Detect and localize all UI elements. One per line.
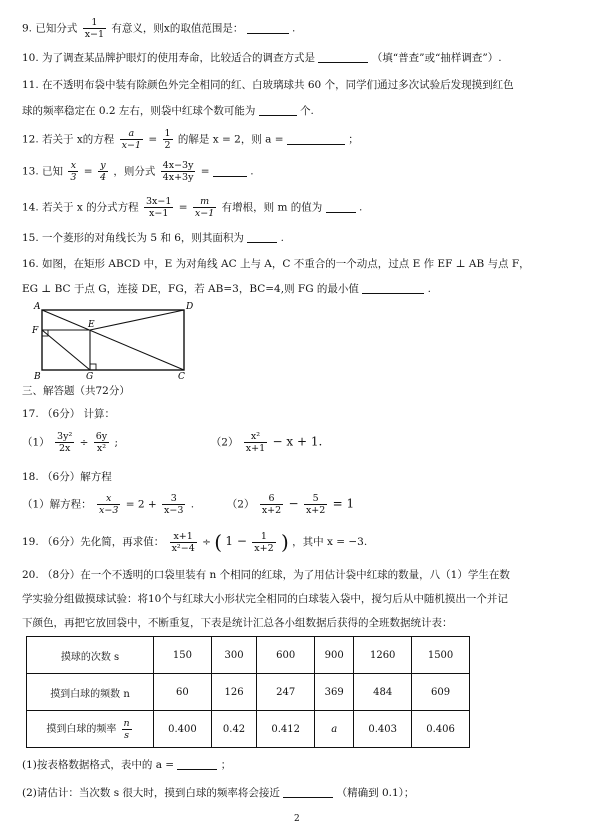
answer-blank — [318, 51, 368, 63]
table-cell: 60 — [154, 674, 212, 711]
table-row-header: 摸到白球的频率 $\frac{n}{s}$ — [27, 711, 154, 748]
question-17-parts: （1） $\frac{\text{3y²}}{2x}$ ÷ $\frac{6y}{\text{x²}}$ ; （2） $\frac{\text{x²}}{x+1}$ − x + 1. — [22, 431, 323, 454]
label-a: A — [34, 302, 41, 312]
label-f: F — [32, 326, 39, 336]
table-cell: 247 — [257, 674, 315, 711]
question-9: 9. 已知分式 $\frac{1}{x-1}$ 有意义，则x的取值范围是： . — [22, 17, 296, 40]
rectangle-abcd-figure — [30, 300, 200, 380]
page-number: 2 — [294, 814, 300, 824]
table-row — [27, 711, 470, 748]
question-20-line-1: 20. （8分）在一个不透明的口袋里装有 n 个相同的红球，为了用估计袋中红球的数量，八（1）学生在数 — [22, 569, 510, 581]
table-cell: 0.400 — [154, 711, 212, 748]
question-20-line-2: 学实验分组做摸球试验：将10个与红球大小形状完全相同的白球装入袋中，搅匀后从中随机摸出一个并记 — [22, 593, 508, 605]
table-cell: 0.406 — [412, 711, 470, 748]
right-angle-mark-g — [90, 364, 96, 370]
table-cell: 0.403 — [354, 711, 412, 748]
question-9-text-2: 有意义，则x的取值范围是： — [111, 22, 244, 35]
table-cell: 900 — [315, 637, 354, 674]
table-cell: 609 — [412, 674, 470, 711]
answer-blank — [213, 165, 247, 177]
question-9-text: 9. 已知分式 — [22, 22, 78, 35]
label-g: G — [86, 372, 94, 380]
answer-blank — [326, 201, 356, 213]
question-12: 12. 若关于 x的方程 $\frac{a}{x-1}$ = $\frac{1}{2}$ 的解是 x = 2，则 a = ； — [22, 128, 359, 151]
question-19: 19. （6分）先化简，再求值： $\frac{x+1}{\text{x²−4}}$ ÷ ( 1 − $\frac{1}{x+2}$ ) ，其中 x = −3. — [22, 530, 368, 554]
question-11-line-2: 球的频率稳定在 0.2 左右，则袋中红球个数可能为 个. — [22, 105, 314, 117]
answer-blank — [177, 758, 217, 770]
table-cell: 0.412 — [257, 711, 315, 748]
answer-blank — [247, 22, 289, 34]
table-cell: 369 — [315, 674, 354, 711]
question-20-part-2: (2)请估计：当次数 s 很大时，摸到白球的频率将会接近 （精确到 0.1）； — [22, 787, 415, 799]
table-row — [27, 637, 470, 674]
question-17-heading: 17. （6分） 计算： — [22, 408, 116, 420]
table-cell: 300 — [211, 637, 256, 674]
question-20-line-3: 下颜色，再把它放回袋中，不断重复，下表是统计汇总各小组数据后获得的全班数据统计表： — [22, 617, 453, 629]
table-cell: 0.42 — [211, 711, 256, 748]
question-18-heading: 18. （6分）解方程 — [22, 471, 112, 483]
table-row-header: 摸球的次数 s — [27, 637, 154, 674]
table-row-header: 摸到白球的频数 n — [27, 674, 154, 711]
question-16-line-1: 16. 如图，在矩形 ABCD 中，E 为对角线 AC 上与 A，C 不重合的一个动点，过点 E 作 EF ⊥ AB 与点 F， — [22, 258, 530, 270]
answer-blank — [283, 786, 333, 798]
table-cell: 1260 — [354, 637, 412, 674]
question-10: 10. 为了调查某品牌护眼灯的使用寿命，比较适合的调查方式是 （填“普查”或“抽样调查”）. — [22, 52, 502, 64]
table-row — [27, 674, 470, 711]
segment-de — [90, 310, 184, 330]
answer-blank — [247, 231, 277, 243]
table-cell: 600 — [257, 637, 315, 674]
question-14: 14. 若关于 x 的分式方程 $\frac{3x-1}{x-1}$ = $\frac{m}{x-1}$ 有增根，则 m 的值为 . — [22, 196, 363, 219]
question-13: 13. 已知 $\frac{x}{3}$ = $\frac{y}{4}$ ，则分式 $\frac{4x-3y}{4x+3y}$ = . — [22, 160, 254, 183]
frequency-table — [26, 636, 470, 748]
question-18-parts: （1）解方程： $\frac{x}{x-3}$ = 2 + $\frac{3}{x-3}$ . （2） $\frac{6}{x+2}$ − $\frac{5}{x+2}$ = 1 — [22, 493, 355, 516]
label-e: E — [88, 320, 95, 330]
label-b: B — [34, 372, 41, 380]
fraction: $\frac{1}{x-1}$ — [84, 17, 105, 40]
segment-fg — [42, 330, 90, 370]
diagonal-ac — [42, 310, 184, 370]
table-cell: 150 — [154, 637, 212, 674]
question-16-line-2: EG ⊥ BC 于点 G，连接 DE，FG，若 AB=3，BC=4,则 FG 的最小值 . — [22, 283, 431, 295]
question-11-line-1: 11. 在不透明布袋中装有除颜色外完全相同的红、白玻璃球共 60 个，同学们通过多次试验后发现摸到红色 — [22, 79, 514, 91]
table-cell: a — [315, 711, 354, 748]
table-cell: 484 — [354, 674, 412, 711]
table-cell: 126 — [211, 674, 256, 711]
question-20-part-1: (1)按表格数据格式，表中的 a = ； — [22, 759, 232, 771]
label-d: D — [186, 302, 194, 312]
answer-blank — [259, 104, 297, 116]
label-c: C — [178, 372, 185, 380]
answer-blank — [287, 133, 345, 145]
question-15: 15. 一个菱形的对角线长为 5 和 6，则其面积为 . — [22, 232, 284, 244]
section-heading: 三、解答题（共72分） — [22, 385, 130, 397]
answer-blank — [362, 282, 424, 294]
table-cell: 1500 — [412, 637, 470, 674]
